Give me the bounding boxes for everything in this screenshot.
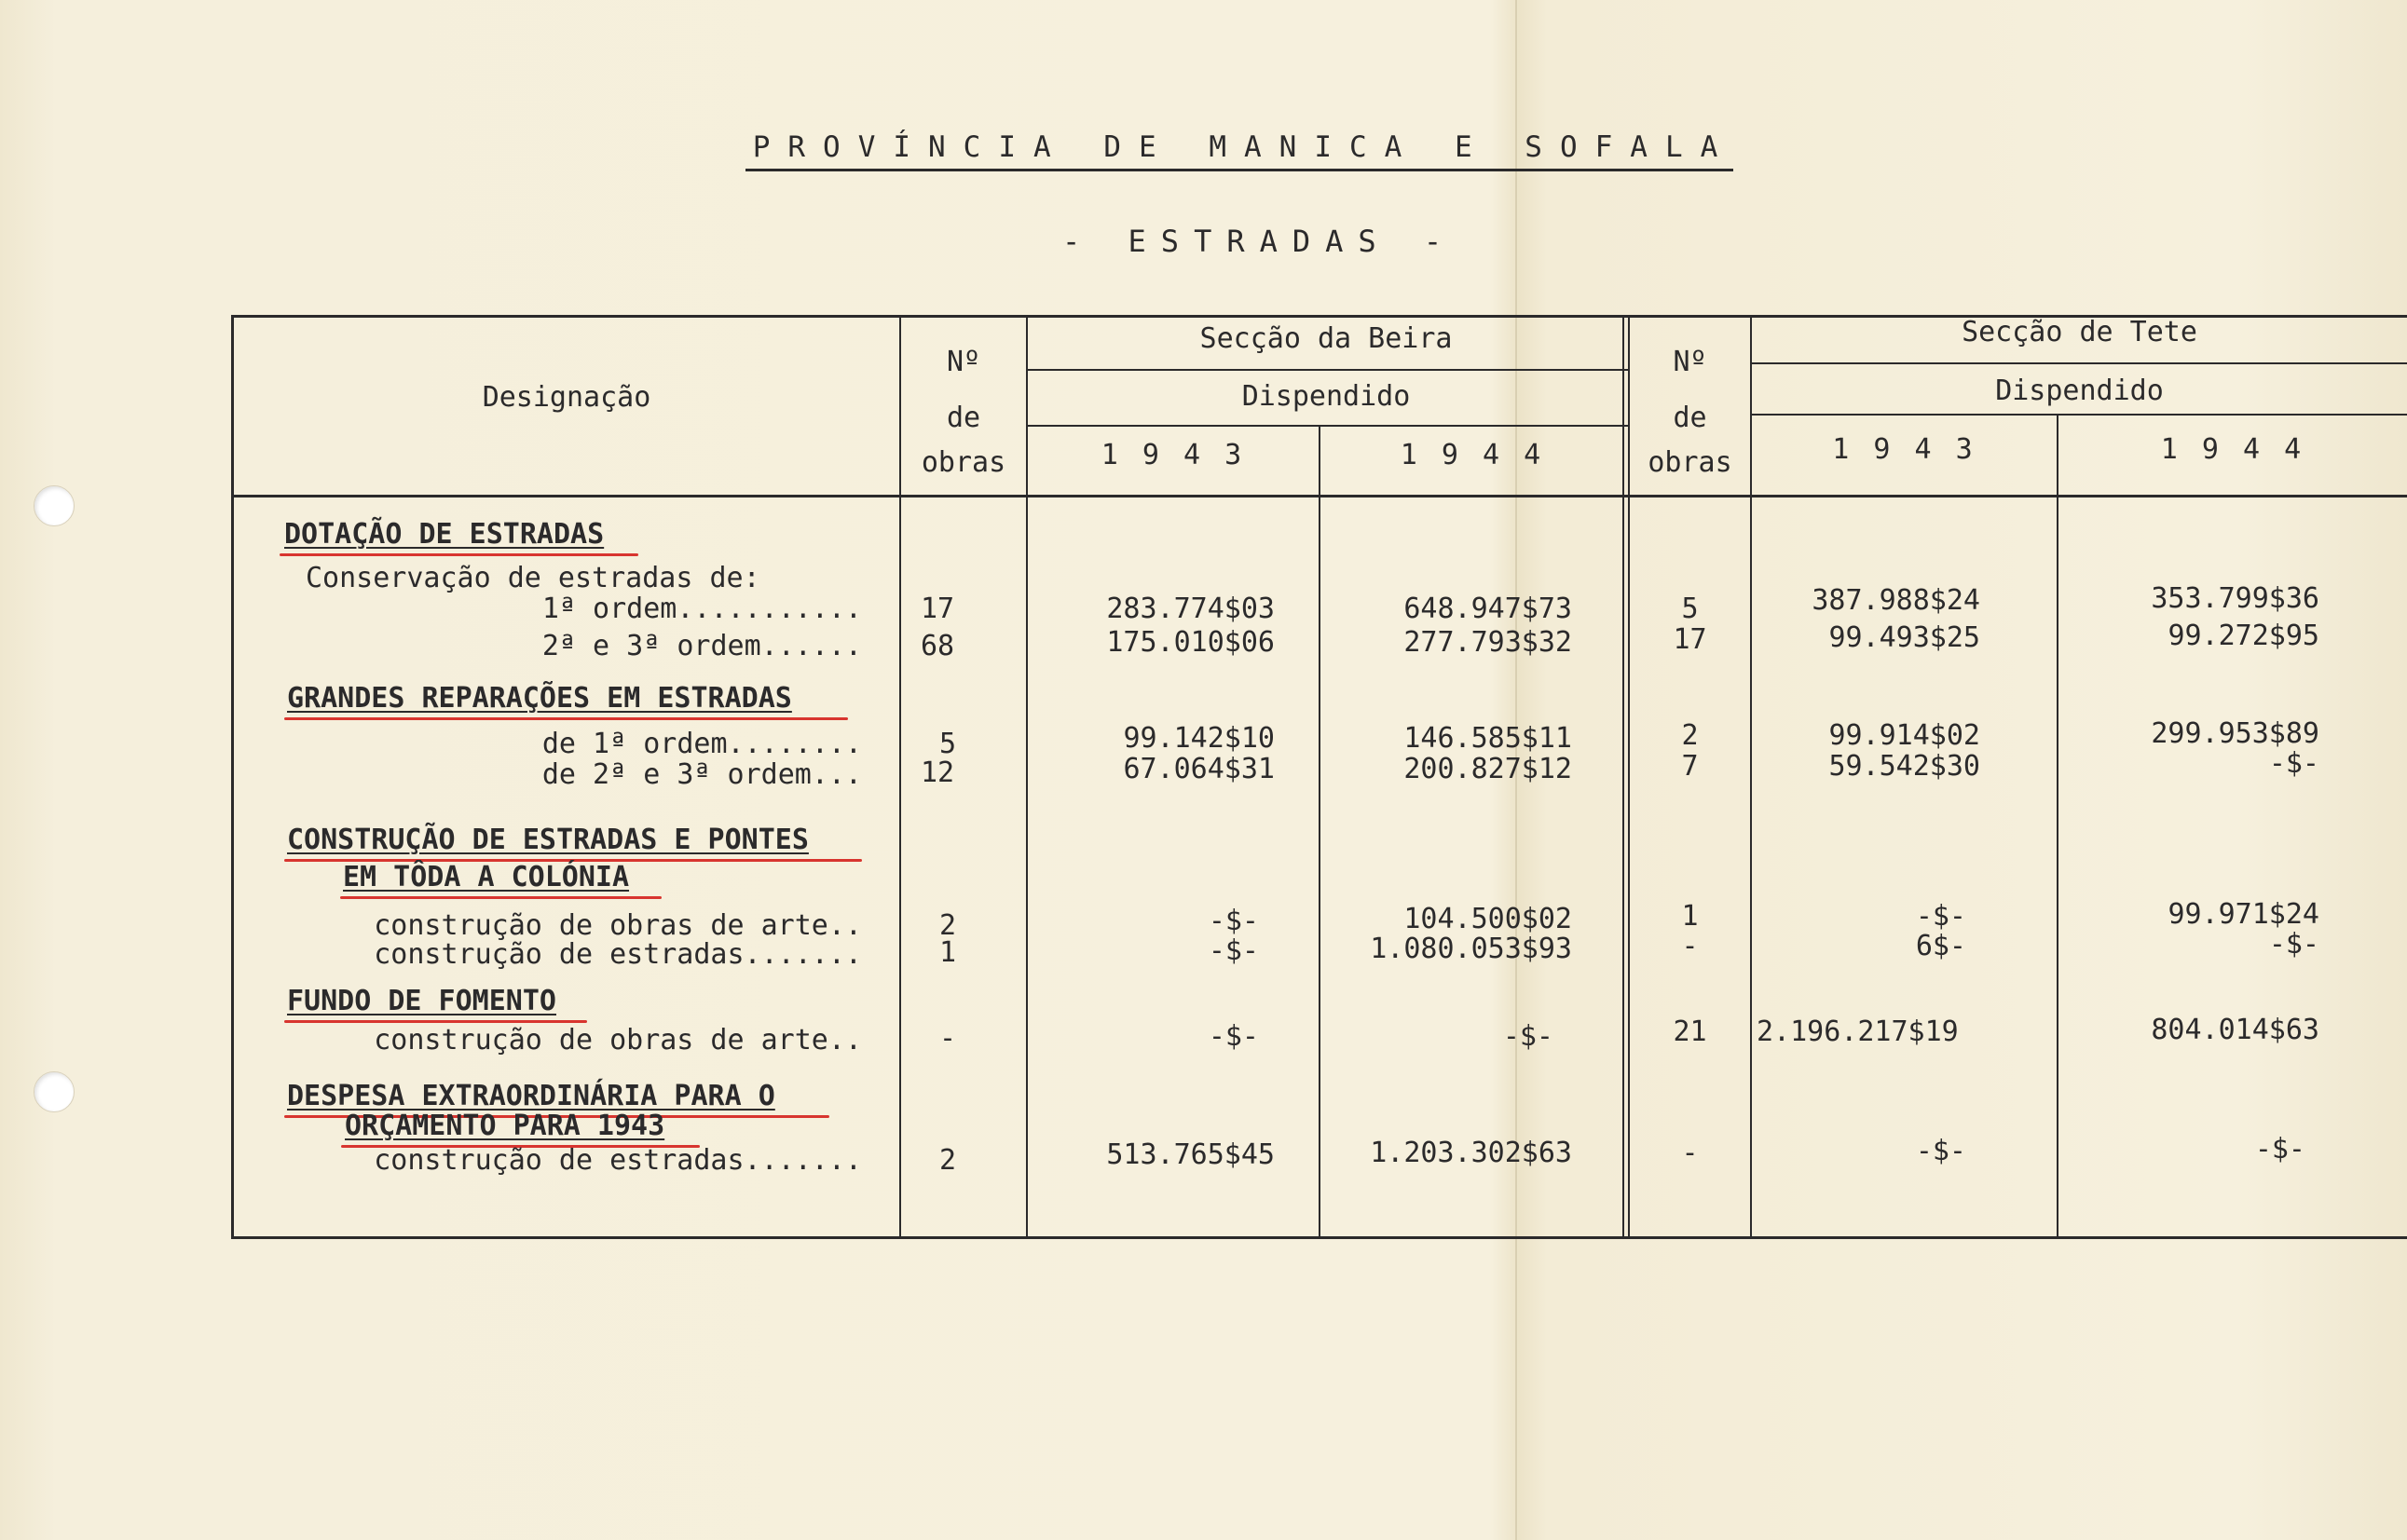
tete-n-obras: 17 — [1673, 623, 1707, 656]
tete-1943-value: 2.196.217$19 — [1757, 1015, 1959, 1048]
tete-n-obras: 1 — [1681, 900, 1699, 933]
header-designacao: Designação — [482, 381, 651, 414]
header-beira-1944: 1 9 4 4 — [1400, 439, 1545, 471]
tete-1944-value: 99.971$24 — [2168, 898, 2319, 931]
red-underline-fundo — [284, 1020, 587, 1023]
row-label: de 1ª ordem........ — [541, 728, 862, 760]
beira-1944-value: 146.585$11 — [1403, 722, 1572, 755]
tete-1943-value: -$- — [1915, 1135, 1966, 1167]
page-title: PROVÍNCIA DE MANICA E SOFALA — [752, 130, 1736, 164]
header-tete-n-1: Nº — [1673, 346, 1707, 378]
tete-1943-value: 387.988$24 — [1812, 584, 1980, 617]
header-beira-dispendido: Dispendido — [1241, 380, 1411, 413]
beira-1944-value: 104.500$02 — [1403, 903, 1572, 935]
tete-n-obras: - — [1681, 930, 1699, 962]
title-underline — [745, 169, 1733, 171]
beira-1943-value: 99.142$10 — [1123, 722, 1275, 755]
punch-hole-top — [34, 485, 75, 526]
row-label: construção de obras de arte.. — [374, 909, 862, 942]
tete-1944-value: 299.953$89 — [2151, 717, 2319, 750]
header-beira-n-2: de — [946, 402, 981, 434]
section-grandes-reparacoes: GRANDES REPARAÇÕES EM ESTRADAS — [287, 682, 792, 715]
tete-n-obras: 5 — [1681, 593, 1699, 625]
beira-1943-value: 283.774$03 — [1106, 593, 1275, 625]
page-subtitle: - ESTRADAS - — [1062, 224, 1457, 259]
beira-1943-value: -$- — [1208, 905, 1259, 937]
tete-1944-value: -$- — [2268, 747, 2319, 780]
tete-n-obras: 21 — [1673, 1015, 1707, 1048]
tete-n-obras: 2 — [1681, 719, 1699, 752]
beira-n-obras: 2 — [939, 1144, 957, 1177]
row-label: construção de obras de arte.. — [374, 1024, 862, 1056]
punch-hole-bottom — [34, 1071, 75, 1112]
tete-1944-value: -$- — [2268, 928, 2319, 961]
tete-1944-value: 353.799$36 — [2151, 582, 2319, 615]
beira-1944-value: 1.080.053$93 — [1370, 933, 1572, 965]
tete-1944-value: 804.014$63 — [2151, 1014, 2319, 1046]
header-tete-1943: 1 9 4 3 — [1832, 433, 1976, 466]
tete-dispendido-line — [1750, 414, 2407, 416]
header-beira-1943: 1 9 4 3 — [1101, 439, 1246, 471]
header-beira-n-1: Nº — [946, 346, 981, 378]
section-despesa-2: ORÇAMENTO PARA 1943 — [345, 1110, 665, 1142]
section-despesa-1: DESPESA EXTRAORDINÁRIA PARA O — [287, 1080, 775, 1112]
row-label: construção de estradas....... — [374, 938, 862, 971]
table-left-border — [231, 315, 234, 1239]
section-fundo-fomento: FUNDO DE FOMENTO — [287, 985, 556, 1017]
tete-1943-value: 99.493$25 — [1828, 621, 1980, 654]
beira-1943-value: -$- — [1208, 1020, 1259, 1053]
col-divider-beira-years — [1319, 425, 1320, 1239]
section-construcao-2: EM TÔDA A COLÓNIA — [343, 861, 630, 893]
beira-n-obras: 68 — [921, 630, 955, 662]
col-divider-tete-years — [2057, 414, 2058, 1239]
header-tete-n-3: obras — [1648, 446, 1732, 479]
tete-1943-value: -$- — [1915, 900, 1966, 933]
beira-1943-value: -$- — [1208, 934, 1259, 967]
header-tete-dispendido: Dispendido — [1995, 375, 2164, 407]
beira-n-obras: 5 — [939, 728, 957, 760]
beira-n-obras: 17 — [921, 593, 955, 625]
row-label: 1ª ordem........... — [541, 593, 862, 625]
tete-section-line — [1750, 362, 2407, 364]
beira-n-obras: 2 — [939, 909, 957, 942]
label-conservacao: Conservação de estradas de: — [306, 562, 760, 594]
red-underline-dotacao — [280, 553, 638, 556]
header-seccao-beira: Secção da Beira — [1199, 322, 1453, 355]
beira-n-obras: - — [939, 1022, 957, 1055]
beira-n-obras: 1 — [939, 936, 957, 969]
tete-1943-value: 59.542$30 — [1828, 750, 1980, 783]
header-tete-n-2: de — [1673, 402, 1707, 434]
row-label: construção de estradas....... — [374, 1144, 862, 1177]
tete-n-obras: - — [1681, 1137, 1699, 1169]
beira-1943-value: 175.010$06 — [1106, 626, 1275, 659]
beira-1944-value: 1.203.302$63 — [1370, 1137, 1572, 1169]
red-underline-grandes — [284, 717, 848, 720]
beira-n-obras: 12 — [921, 756, 955, 789]
beira-1944-value: 200.827$12 — [1403, 753, 1572, 785]
red-underline-construcao-2 — [340, 896, 662, 899]
tete-1943-value: 6$- — [1915, 930, 1966, 962]
section-construcao-1: CONSTRUÇÃO DE ESTRADAS E PONTES — [287, 824, 809, 856]
beira-1944-value: -$- — [1502, 1020, 1553, 1053]
beira-1944-value: 648.947$73 — [1403, 593, 1572, 625]
tete-1944-value: -$- — [2254, 1133, 2305, 1165]
tete-1943-value: 99.914$02 — [1828, 719, 1980, 752]
header-seccao-tete: Secção de Tete — [1962, 316, 2197, 348]
beira-1943-value: 513.765$45 — [1106, 1138, 1275, 1171]
beira-section-line — [1026, 369, 1628, 371]
beira-dispendido-line — [1026, 425, 1628, 427]
row-label: de 2ª e 3ª ordem... — [541, 758, 862, 791]
header-beira-n-3: obras — [921, 446, 1006, 479]
section-dotacao: DOTAÇÃO DE ESTRADAS — [284, 518, 605, 551]
row-label: 2ª e 3ª ordem...... — [541, 630, 862, 662]
beira-1944-value: 277.793$32 — [1403, 626, 1572, 659]
tete-1944-value: 99.272$95 — [2168, 620, 2319, 652]
beira-1943-value: 67.064$31 — [1123, 753, 1275, 785]
header-tete-1944: 1 9 4 4 — [2160, 433, 2305, 466]
tete-n-obras: 7 — [1681, 750, 1699, 783]
